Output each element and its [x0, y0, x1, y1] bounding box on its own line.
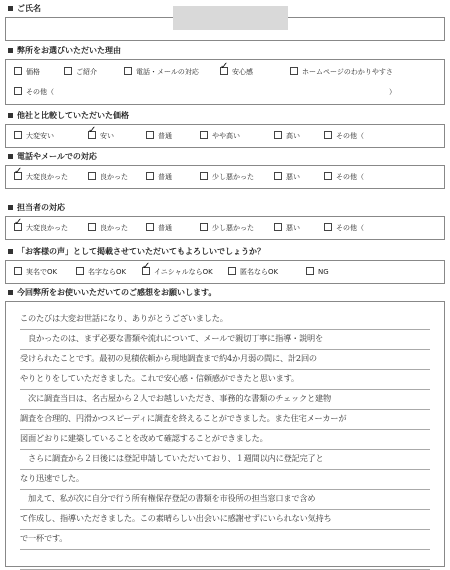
checkbox[interactable] — [88, 223, 96, 231]
bullet-square-icon — [8, 249, 13, 254]
checkbox[interactable] — [200, 172, 208, 180]
publish-surname[interactable]: 名字ならOK — [76, 266, 126, 278]
reason-other[interactable]: その他（ — [14, 86, 54, 98]
comment-line: なり迅速でした。 — [20, 470, 430, 490]
phone-slightly-bad[interactable]: 少し悪かった — [200, 171, 254, 183]
checkbox[interactable] — [124, 67, 132, 75]
bullet-square-icon — [8, 290, 13, 295]
phone-very-good[interactable]: ✓大変良かった — [14, 171, 68, 183]
comments-label: 今回弊所をお使いいただいてのご感想をお願いします。 — [17, 288, 217, 297]
staff-label: 担当者の対応 — [17, 203, 65, 212]
phone-section — [5, 151, 445, 189]
publish-ng[interactable]: NG — [306, 266, 329, 278]
staff-header — [5, 202, 445, 213]
publish-real-name[interactable]: 実名でOK — [14, 266, 57, 278]
comment-line: 調査を合理的、円滑かつスピーディに調査を終えることができました。また住宅メーカーが — [20, 410, 430, 430]
redacted-name — [173, 6, 288, 30]
reason-price[interactable]: 価格 — [14, 66, 40, 78]
reason-box — [5, 59, 445, 105]
checkbox[interactable] — [88, 172, 96, 180]
phone-label: 電話やメールでの対応 — [17, 152, 97, 161]
comment-line: 図面どおりに建築していることを改めて確認することができました。 — [20, 430, 430, 450]
reason-other-close: ） — [389, 88, 396, 96]
comments-section — [5, 287, 445, 567]
reason-header — [5, 45, 445, 56]
phone-row — [6, 171, 444, 183]
reason-website[interactable]: ホームページのわかりやすさ — [290, 66, 393, 78]
staff-row — [6, 222, 444, 234]
bullet-square-icon — [8, 154, 13, 159]
bullet-square-icon — [8, 48, 13, 53]
bullet-square-icon — [8, 205, 13, 210]
checkbox[interactable] — [324, 223, 332, 231]
publish-header — [5, 246, 445, 257]
checkbox-checked[interactable] — [220, 67, 228, 75]
checkbox[interactable] — [146, 131, 154, 139]
checkbox[interactable] — [274, 223, 282, 231]
price-cheap[interactable]: ✓ 安い — [88, 130, 114, 142]
price-high[interactable]: 高い — [274, 130, 300, 142]
phone-header — [5, 151, 445, 162]
checkbox-checked[interactable] — [14, 172, 22, 180]
phone-bad[interactable]: 悪い — [274, 171, 300, 183]
staff-slightly-bad[interactable]: 少し悪かった — [200, 222, 254, 234]
reason-reassurance[interactable]: ✓ 安心感 — [220, 66, 253, 78]
comment-line: このたびは大変お世話になり、ありがとうございました。 — [20, 310, 430, 330]
comment-line: 良かったのは、まず必要な書類や流れについて、メールで親切丁寧に指導・説明を — [20, 330, 430, 350]
checkbox[interactable] — [200, 131, 208, 139]
checkbox[interactable] — [228, 267, 236, 275]
checkbox-checked[interactable] — [142, 267, 150, 275]
staff-very-good[interactable]: ✓大変良かった — [14, 222, 68, 234]
checkbox-checked[interactable] — [88, 131, 96, 139]
publish-row — [6, 266, 444, 278]
staff-good[interactable]: 良かった — [88, 222, 128, 234]
checkbox[interactable] — [14, 87, 22, 95]
publish-box — [5, 260, 445, 284]
checkbox[interactable] — [146, 172, 154, 180]
comments-box[interactable] — [5, 301, 445, 567]
price-box — [5, 124, 445, 148]
checkbox[interactable] — [274, 172, 282, 180]
staff-normal[interactable]: 普通 — [146, 222, 172, 234]
handwritten-comment — [20, 310, 430, 570]
price-header — [5, 110, 445, 121]
comment-line: 加えて、私が次に自分で行う所有権保存登記の書類を市役所の担当窓口まで含め — [20, 490, 430, 510]
comment-line — [20, 550, 430, 570]
price-section — [5, 110, 445, 148]
bullet-square-icon — [8, 113, 13, 118]
checkbox[interactable] — [76, 267, 84, 275]
name-label: ご氏名 — [17, 4, 41, 13]
comment-line: 受けられたことです。最初の見積依頼から現地調査まで約4か月弱の間に、計2回の — [20, 350, 430, 370]
price-very-cheap[interactable]: 大変安い — [14, 130, 54, 142]
bullet-square-icon — [8, 6, 13, 11]
price-other[interactable]: その他（ — [324, 130, 364, 142]
checkbox[interactable] — [324, 172, 332, 180]
checkbox[interactable] — [14, 267, 22, 275]
staff-other[interactable]: その他（ — [324, 222, 364, 234]
checkbox-checked[interactable] — [14, 223, 22, 231]
publish-anonymous[interactable]: 匿名ならOK — [228, 266, 278, 278]
phone-good[interactable]: 良かった — [88, 171, 128, 183]
phone-normal[interactable]: 普通 — [146, 171, 172, 183]
checkbox[interactable] — [64, 67, 72, 75]
publish-label: 「お客様の声」として掲載させていただいてもよろしいでしょうか？ — [17, 247, 265, 256]
checkbox[interactable] — [306, 267, 314, 275]
publish-initials[interactable]: ✓ イニシャルならOK — [142, 266, 213, 278]
checkbox[interactable] — [274, 131, 282, 139]
phone-box — [5, 165, 445, 189]
comment-line: で一杯です。 — [20, 530, 430, 550]
checkbox[interactable] — [324, 131, 332, 139]
checkbox[interactable] — [200, 223, 208, 231]
phone-other[interactable]: その他（ — [324, 171, 364, 183]
reason-phone-mail[interactable]: 電話・メールの対応 — [124, 66, 199, 78]
checkbox[interactable] — [146, 223, 154, 231]
publish-section — [5, 246, 445, 284]
comment-line: て作成し、指導いただきました。この素晴らしい出会いに感謝せずにいられない気持ち — [20, 510, 430, 530]
staff-box — [5, 216, 445, 240]
price-label: 他社と比較していただいた価格 — [17, 111, 129, 120]
checkbox[interactable] — [290, 67, 298, 75]
staff-section — [5, 202, 445, 240]
comments-header — [5, 287, 445, 298]
comment-line: やりとりをしていただきました。これで安心感・信頼感ができたと思います。 — [20, 370, 430, 390]
staff-bad[interactable]: 悪い — [274, 222, 300, 234]
reason-row-1 — [6, 66, 444, 78]
reason-row-2 — [6, 86, 444, 98]
checkbox[interactable] — [14, 131, 22, 139]
price-row — [6, 130, 444, 142]
name-section — [5, 3, 445, 41]
reason-section — [5, 45, 445, 105]
price-normal[interactable]: 普通 — [146, 130, 172, 142]
comment-line: さらに調査から２日後には登記申請していただいており、１週間以内に登記完了と — [20, 450, 430, 470]
checkbox[interactable] — [14, 67, 22, 75]
reason-referral[interactable]: ご紹介 — [64, 66, 97, 78]
comment-line: 次に調査当日は、名古屋から２人でお越しいただき、事務的な書類のチェックと建物 — [20, 390, 430, 410]
price-slightly-high[interactable]: やや高い — [200, 130, 240, 142]
reason-label: 弊所をお選びいただいた理由 — [17, 46, 121, 55]
